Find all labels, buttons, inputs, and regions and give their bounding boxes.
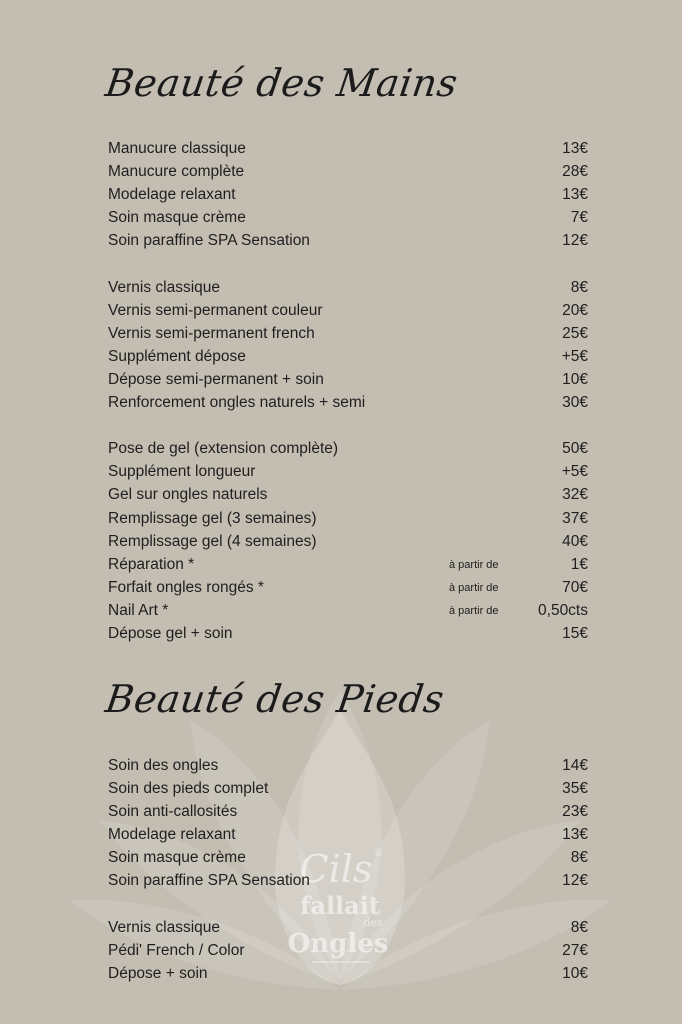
- price-row: [108, 553, 588, 576]
- service-price: 28€: [562, 163, 588, 181]
- service-price: 10€: [562, 964, 588, 982]
- service-price: +5€: [561, 463, 588, 481]
- service-name: Pédi' French / Color: [108, 941, 245, 959]
- service-price: 15€: [562, 624, 588, 642]
- service-name: Soin des ongles: [108, 757, 219, 774]
- service-price: 40€: [562, 532, 588, 550]
- service-price: 10€: [562, 370, 588, 388]
- service-name: Soin paraffine SPA Sensation: [108, 232, 310, 250]
- service-price: 50€: [562, 440, 588, 458]
- service-name: Vernis semi-permanent couleur: [108, 301, 323, 319]
- service-name: Manucure complète: [108, 163, 245, 181]
- price-prefix: à partir de: [449, 581, 499, 594]
- price-row: [108, 530, 588, 553]
- service-name: Supplément dépose: [108, 347, 246, 365]
- service-price: 35€: [562, 780, 588, 798]
- price-row: [108, 507, 588, 530]
- service-price: 13€: [562, 186, 588, 204]
- price-row: [108, 229, 588, 252]
- service-name: Vernis classique: [108, 918, 221, 936]
- watermark-registered-mark: ®: [373, 848, 383, 859]
- service-name: Soin des pieds complet: [108, 780, 269, 798]
- service-name: Soin anti-callosités: [108, 803, 238, 821]
- price-row: [108, 137, 588, 160]
- hands-price-list: [108, 137, 588, 645]
- service-name: Dépose semi-permanent + soin: [108, 370, 324, 388]
- service-name: Manucure classique: [108, 140, 246, 157]
- service-price: 32€: [562, 486, 588, 504]
- section-title-feet: Beauté des Pieds: [102, 677, 447, 721]
- service-price: 13€: [562, 826, 588, 844]
- service-price: 70€: [562, 578, 588, 596]
- watermark-des-text: des: [363, 916, 383, 929]
- group-spacer: [108, 252, 588, 275]
- service-name: Soin masque crème: [108, 849, 246, 867]
- service-name: Renforcement ongles naturels + semi: [108, 394, 366, 412]
- service-price: 20€: [562, 301, 588, 319]
- service-name: Soin masque crème: [108, 209, 246, 227]
- service-price: 7€: [570, 209, 588, 227]
- price-row: [108, 962, 588, 985]
- group-spacer: [108, 414, 588, 437]
- service-name: Supplément longueur: [108, 463, 256, 481]
- service-name: Modelage relaxant: [108, 186, 236, 204]
- price-prefix: à partir de: [449, 604, 499, 617]
- service-name: Vernis semi-permanent french: [108, 324, 315, 342]
- price-row: [108, 206, 588, 229]
- price-row: [108, 599, 588, 622]
- price-row: [108, 160, 588, 183]
- price-prefix: à partir de: [449, 558, 499, 571]
- service-name: Modelage relaxant: [108, 826, 236, 844]
- price-row: [108, 823, 588, 846]
- service-name: Dépose gel + soin: [108, 624, 233, 642]
- service-price: +5€: [561, 347, 588, 365]
- service-name: Soin paraffine SPA Sensation: [108, 872, 310, 890]
- service-price: 30€: [562, 394, 588, 412]
- service-name: Pose de gel (extension complète): [108, 440, 339, 458]
- service-name: Remplissage gel (3 semaines): [108, 509, 317, 527]
- section-title-hands: Beauté des Mains: [102, 61, 461, 105]
- service-price: 8€: [570, 278, 588, 296]
- service-price: 8€: [570, 849, 588, 867]
- price-row: [108, 576, 588, 599]
- watermark-ongles-text: Ongles: [287, 929, 389, 959]
- service-price: 0,50cts: [538, 601, 588, 619]
- watermark-cils-text: Cils: [299, 847, 373, 891]
- price-row: [108, 299, 588, 322]
- price-row: [108, 869, 588, 892]
- service-price: 13€: [562, 140, 588, 157]
- service-name: Gel sur ongles naturels: [108, 486, 268, 504]
- service-price: 25€: [562, 324, 588, 342]
- price-row: [108, 437, 588, 460]
- price-row: [108, 754, 588, 777]
- price-row: [108, 916, 588, 939]
- price-row: [108, 846, 588, 869]
- service-price: 8€: [570, 918, 588, 936]
- price-row: [108, 183, 588, 206]
- service-price: 23€: [562, 803, 588, 821]
- watermark-fallait-text: fallait: [300, 891, 380, 920]
- service-price: 37€: [562, 509, 588, 527]
- service-name: Nail Art *: [108, 601, 169, 619]
- service-price: 14€: [562, 757, 588, 774]
- price-row: [108, 276, 588, 299]
- price-row: [108, 939, 588, 962]
- service-name: Forfait ongles rongés *: [108, 578, 264, 596]
- service-price: 12€: [562, 872, 588, 890]
- price-row: [108, 777, 588, 800]
- group-spacer: [108, 893, 588, 916]
- price-row: [108, 368, 588, 391]
- service-name: Réparation *: [108, 555, 195, 573]
- service-price: 27€: [562, 941, 588, 959]
- feet-price-list: [108, 754, 588, 985]
- price-row: [108, 345, 588, 368]
- service-name: Remplissage gel (4 semaines): [108, 532, 317, 550]
- service-name: Dépose + soin: [108, 964, 208, 982]
- price-row: [108, 322, 588, 345]
- price-row: [108, 622, 588, 645]
- price-row: [108, 483, 588, 506]
- price-row: [108, 460, 588, 483]
- service-price: 12€: [562, 232, 588, 250]
- price-row: [108, 800, 588, 823]
- service-name: Vernis classique: [108, 278, 221, 296]
- price-row: [108, 391, 588, 414]
- service-price: 1€: [570, 555, 588, 573]
